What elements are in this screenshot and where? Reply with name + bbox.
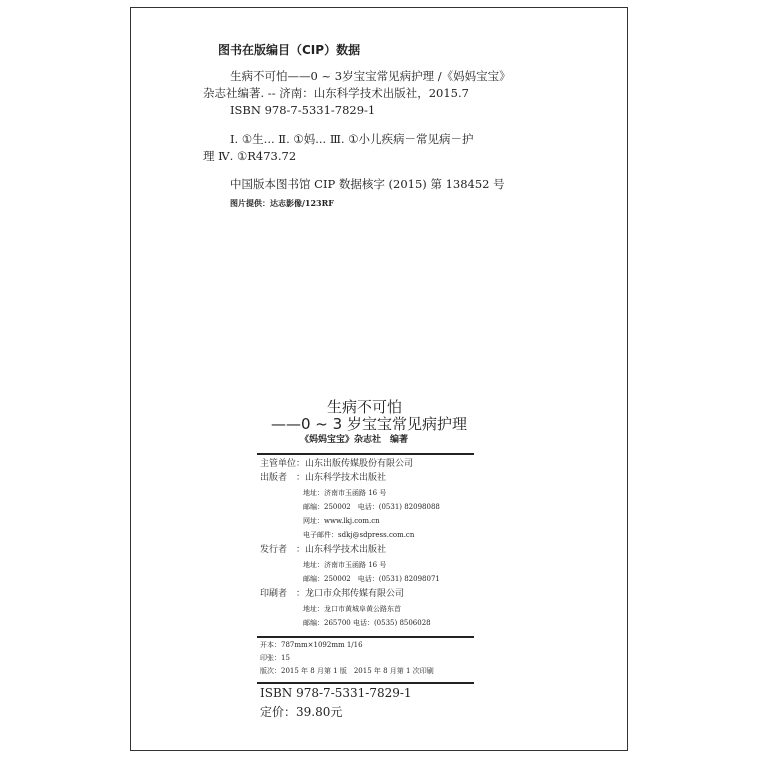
cip-line: Ⅰ. ①生... Ⅱ. ①妈... Ⅲ. ①小儿疾病－常见病－护 bbox=[230, 132, 474, 146]
pub-postcode: 邮编：250002 电话：(0531) 82098088 bbox=[303, 503, 440, 511]
pub-address: 地址：济南市玉函路 16 号 bbox=[303, 489, 387, 497]
price: 定价：39.80元 bbox=[260, 705, 343, 719]
print-postcode: 邮编：265700 电话：(0535) 8506028 bbox=[303, 619, 431, 627]
divider bbox=[257, 453, 474, 455]
format: 开本：787mm×1092mm 1/16 bbox=[260, 641, 363, 649]
book-title: 生病不可怕 bbox=[327, 398, 403, 416]
publisher: 出版者 ：山东科学技术出版社 bbox=[260, 473, 387, 483]
cip-isbn: ISBN 978-7-5331-7829-1 bbox=[230, 103, 376, 117]
cip-line: 理 Ⅳ. ①R473.72 bbox=[203, 149, 297, 163]
printer: 印刷者 ：龙口市众邦传媒有限公司 bbox=[260, 589, 405, 599]
page-border bbox=[130, 7, 628, 751]
supervisor: 主管单位：山东出版传媒股份有限公司 bbox=[260, 459, 414, 469]
pub-website: 网址：www.lkj.com.cn bbox=[303, 517, 380, 525]
book-subtitle: ——0 ~ 3 岁宝宝常见病护理 bbox=[271, 415, 467, 433]
isbn: ISBN 978-7-5331-7829-1 bbox=[260, 686, 412, 700]
sheets: 印张：15 bbox=[260, 654, 290, 662]
cip-line: 生病不可怕——0 ~ 3岁宝宝常见病护理 /《妈妈宝宝》 bbox=[230, 69, 511, 83]
book-author: 《妈妈宝宝》杂志社 编著 bbox=[300, 435, 409, 445]
dist-address: 地址：济南市玉函路 16 号 bbox=[303, 561, 387, 569]
pub-email: 电子邮件：sdkj@sdpress.com.cn bbox=[303, 531, 415, 539]
cip-line: 杂志社编著. -- 济南：山东科学技术出版社，2015.7 bbox=[203, 86, 469, 100]
dist-postcode: 邮编：250002 电话：(0531) 82098071 bbox=[303, 575, 440, 583]
print-address: 地址：龙口市黄城阜黄公路东首 bbox=[303, 605, 401, 613]
divider bbox=[257, 636, 474, 638]
cip-number: 中国版本图书馆 CIP 数据核字 (2015) 第 138452 号 bbox=[230, 177, 505, 191]
distributor: 发行者 ：山东科学技术出版社 bbox=[260, 545, 387, 555]
divider bbox=[257, 682, 474, 684]
photo-credit: 图片提供：达志影像/123RF bbox=[230, 198, 334, 208]
edition: 版次：2015 年 8 月第 1 版 2015 年 8 月第 1 次印刷 bbox=[260, 667, 434, 675]
cip-heading: 图书在版编目（CIP）数据 bbox=[218, 43, 361, 57]
